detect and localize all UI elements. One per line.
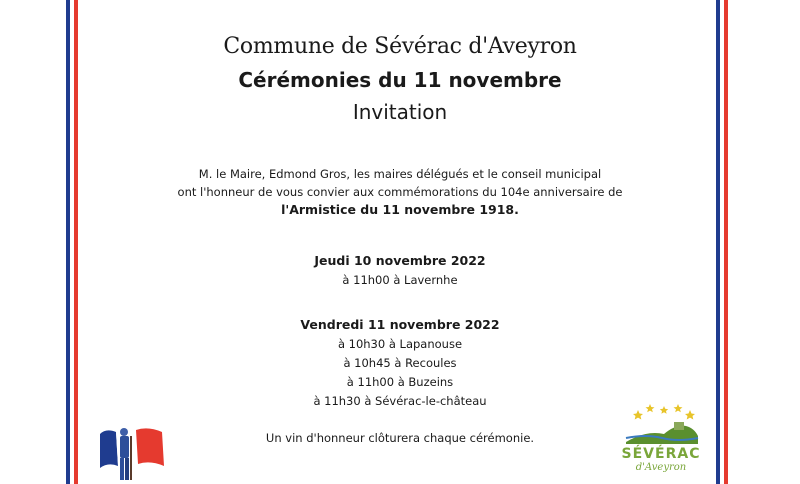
day2-event: à 11h30 à Sévérac-le-château — [313, 394, 487, 408]
logo-name: SÉVÉRAC — [621, 446, 701, 462]
day2-event: à 11h00 à Buzeins — [346, 375, 454, 389]
intro-line-2: ont l'honneur de vous convier aux commémorations du 104e anniversaire de — [177, 185, 623, 199]
intro-paragraph — [90, 165, 710, 219]
severac-logo — [616, 402, 706, 484]
commune-name: Commune de Sévérac d'Aveyron — [223, 34, 577, 59]
left-tricolor-border — [66, 0, 80, 484]
invitation-title: Cérémonies du 11 novembre — [238, 68, 562, 92]
stars-icon — [633, 404, 695, 420]
right-tricolor-border — [716, 0, 730, 484]
logo-emblem-icon — [616, 402, 706, 448]
day2-event: à 10h45 à Recoules — [343, 356, 457, 370]
day2-event: à 10h30 à Lapanouse — [337, 337, 463, 351]
intro-line-3: l'Armistice du 11 novembre 1918. — [281, 202, 519, 217]
day1-event: à 11h00 à Lavernhe — [342, 273, 458, 287]
logo-subname: d'Aveyron — [635, 462, 687, 473]
day1-label: Jeudi 10 novembre 2022 — [314, 253, 486, 268]
soldier-flag-illustration — [92, 416, 172, 484]
invitation-subtitle: Invitation — [352, 100, 448, 124]
intro-line-1: M. le Maire, Edmond Gros, les maires délégués et le conseil municipal — [198, 167, 602, 181]
closing-note: Un vin d'honneur clôturera chaque cérémonie. — [265, 431, 535, 445]
day2-label: Vendredi 11 novembre 2022 — [300, 317, 500, 332]
